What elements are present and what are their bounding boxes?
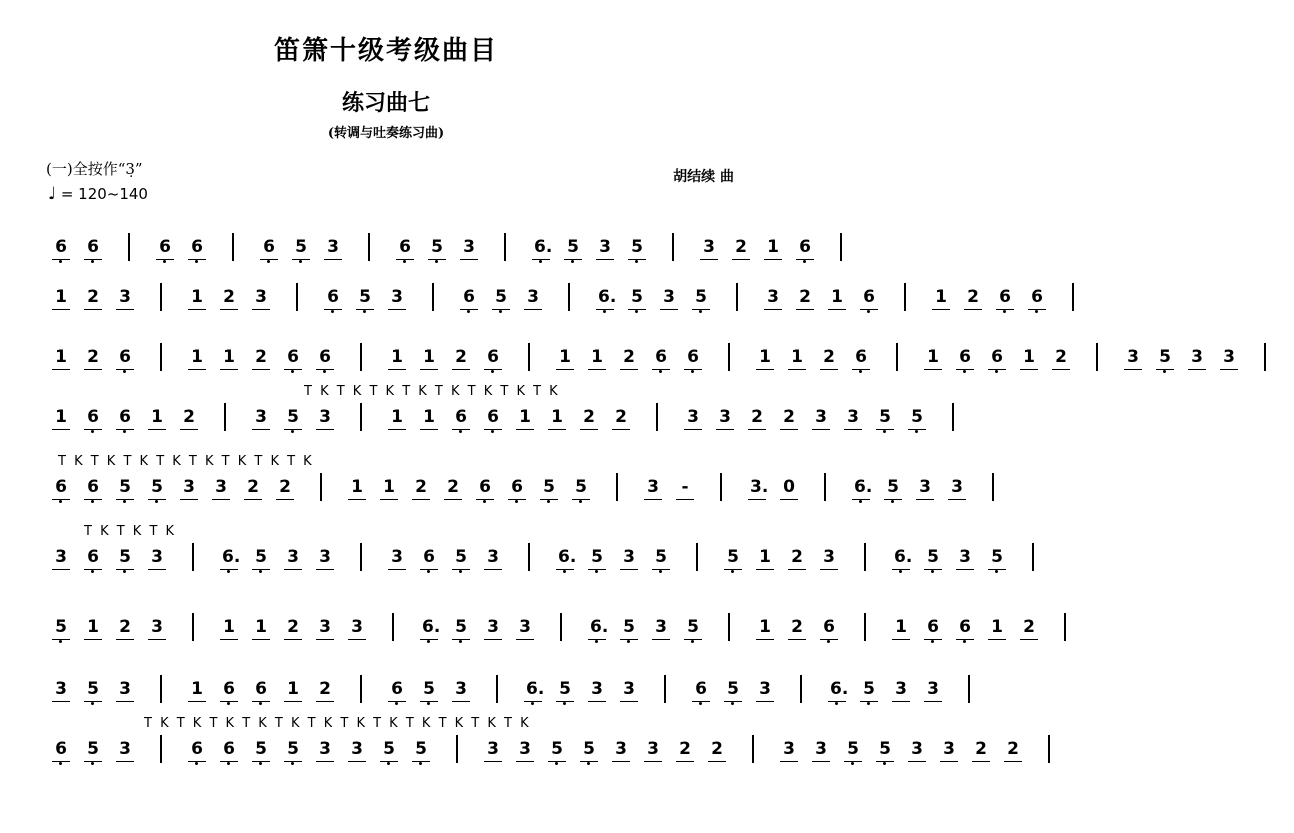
note: 6 [854, 347, 868, 367]
note: 3 [614, 739, 628, 759]
note: 5 [574, 477, 588, 497]
barline [824, 473, 826, 501]
note: 5 [494, 287, 508, 307]
barline [864, 613, 866, 641]
note: 6 [318, 347, 332, 367]
note: 6 [286, 347, 300, 367]
note: 3 [150, 617, 164, 637]
note: 5 [286, 407, 300, 427]
barline [968, 675, 970, 703]
composer-credit: 胡结续 曲 [673, 169, 734, 185]
note: 5 [86, 679, 100, 699]
note: 2 [782, 407, 796, 427]
note: 3 [822, 547, 836, 567]
note: 3 [350, 739, 364, 759]
note: 3 [718, 407, 732, 427]
note: 3 [254, 287, 268, 307]
barline [560, 613, 562, 641]
note: 2 [710, 739, 724, 759]
note: 5 [926, 547, 940, 567]
note: 2 [1006, 739, 1020, 759]
note-sequence [54, 674, 998, 704]
note: 5 [566, 237, 580, 257]
note: 5 [622, 617, 636, 637]
barline [160, 735, 162, 763]
barline [752, 735, 754, 763]
note: 2 [446, 477, 460, 497]
note: 2 [622, 347, 636, 367]
note: 6. [422, 617, 436, 637]
note: 5 [886, 477, 900, 497]
barline [360, 403, 362, 431]
note-sequence [54, 734, 1078, 764]
note: 3 [950, 477, 964, 497]
barline [360, 675, 362, 703]
tempo-marking [48, 184, 148, 204]
note: 3 [150, 547, 164, 567]
note: 2 [822, 347, 836, 367]
note: 6 [222, 739, 236, 759]
note: 5 [414, 739, 428, 759]
note: 6 [254, 679, 268, 699]
note: 6. [590, 617, 604, 637]
note: 5 [878, 407, 892, 427]
note: 6 [262, 237, 276, 257]
note: 6 [454, 407, 468, 427]
note: 5 [550, 739, 564, 759]
note: 6 [118, 407, 132, 427]
barline [656, 403, 658, 431]
note: 5 [910, 407, 924, 427]
note: 2 [582, 407, 596, 427]
note: 1 [254, 617, 268, 637]
note: 6 [694, 679, 708, 699]
note: 3 [286, 547, 300, 567]
note: 6 [686, 347, 700, 367]
note: 5 [878, 739, 892, 759]
note: 6 [190, 237, 204, 257]
note: 5 [118, 477, 132, 497]
note: 5 [286, 739, 300, 759]
note: 1 [86, 617, 100, 637]
note: 6. [526, 679, 540, 699]
note: 6 [54, 237, 68, 257]
barline [1032, 543, 1034, 571]
piece-title: 练习曲七 [341, 90, 430, 116]
note: 6 [478, 477, 492, 497]
note: 3 [454, 679, 468, 699]
note: 1 [934, 287, 948, 307]
note: 6 [486, 347, 500, 367]
note: 6 [998, 287, 1012, 307]
barline [864, 543, 866, 571]
tonguing-marks: T K T K T K [84, 524, 175, 539]
note: 6 [958, 617, 972, 637]
barline [504, 233, 506, 261]
barline [992, 473, 994, 501]
note: - [678, 477, 692, 497]
barline [1064, 613, 1066, 641]
note: 6 [222, 679, 236, 699]
note: 6 [1030, 287, 1044, 307]
note: 5 [694, 287, 708, 307]
note: 0 [782, 477, 796, 497]
note: 3 [814, 407, 828, 427]
note: 5 [1158, 347, 1172, 367]
note: 3 [486, 617, 500, 637]
barline [160, 675, 162, 703]
note: 2 [254, 347, 268, 367]
score-line [54, 218, 811, 268]
note: 5 [254, 547, 268, 567]
note: 3 [182, 477, 196, 497]
note: 1 [894, 617, 908, 637]
note: 1 [150, 407, 164, 427]
note: 3 [1190, 347, 1204, 367]
note: 3 [486, 739, 500, 759]
note: 5 [630, 287, 644, 307]
note: 2 [286, 617, 300, 637]
note: 1 [518, 407, 532, 427]
note: 2 [974, 739, 988, 759]
note: 2 [798, 287, 812, 307]
barline [320, 473, 322, 501]
note: 1 [190, 287, 204, 307]
note: 6 [326, 287, 340, 307]
note: 3 [958, 547, 972, 567]
barline [392, 613, 394, 641]
note: 3 [54, 679, 68, 699]
note: 2 [86, 287, 100, 307]
note: 5 [542, 477, 556, 497]
note: 1 [590, 347, 604, 367]
note: 1 [422, 347, 436, 367]
score-line [54, 716, 1019, 770]
note: 2 [1054, 347, 1068, 367]
note: 3. [750, 477, 764, 497]
note: 3 [598, 237, 612, 257]
note-sequence [54, 282, 1102, 312]
note: 6 [422, 547, 436, 567]
note: 2 [966, 287, 980, 307]
note: 6 [86, 407, 100, 427]
note: 1 [222, 617, 236, 637]
note: 3 [318, 547, 332, 567]
barline [528, 343, 530, 371]
note: 3 [1126, 347, 1140, 367]
note: 6 [958, 347, 972, 367]
note: 3 [702, 237, 716, 257]
barline [232, 233, 234, 261]
note: 3 [318, 739, 332, 759]
barline [672, 233, 674, 261]
note: 6 [862, 287, 876, 307]
barline [496, 675, 498, 703]
note: 6 [54, 739, 68, 759]
note: 5 [686, 617, 700, 637]
barline [720, 473, 722, 501]
note: 5 [358, 287, 372, 307]
note: 6 [822, 617, 836, 637]
note: 6 [990, 347, 1004, 367]
score-line [54, 598, 1035, 648]
barline [904, 283, 906, 311]
note: 1 [758, 547, 772, 567]
note: 5 [382, 739, 396, 759]
note-sequence [54, 232, 870, 262]
barline [568, 283, 570, 311]
note-sequence [54, 402, 982, 432]
note: 1 [54, 287, 68, 307]
barline [160, 283, 162, 311]
barline [528, 543, 530, 571]
barline [1048, 735, 1050, 763]
note: 5 [990, 547, 1004, 567]
note: 3 [486, 547, 500, 567]
barline [456, 735, 458, 763]
note: 3 [118, 287, 132, 307]
note: 6 [86, 547, 100, 567]
note: 5 [422, 679, 436, 699]
note: 1 [390, 407, 404, 427]
barline [192, 613, 194, 641]
note: 1 [790, 347, 804, 367]
note: 6 [654, 347, 668, 367]
note: 2 [790, 547, 804, 567]
score-line [54, 328, 1235, 378]
score-line [54, 454, 963, 508]
tonguing-marks: T K T K T K T K T K T K T K T K T K T K T K T K [144, 716, 529, 731]
note: 3 [766, 287, 780, 307]
note: 6. [830, 679, 844, 699]
score-line [54, 660, 939, 710]
note: 6. [558, 547, 572, 567]
note: 2 [246, 477, 260, 497]
note: 3 [118, 739, 132, 759]
note: 1 [382, 477, 396, 497]
tonguing-marks: T K T K T K T K T K T K T K T K [58, 454, 312, 469]
section-label: (一)全按作“3̣” [46, 160, 143, 178]
note: 3 [646, 477, 660, 497]
note: 5 [150, 477, 164, 497]
note: 3 [686, 407, 700, 427]
note: 5 [54, 617, 68, 637]
note: 5 [454, 617, 468, 637]
note: 6. [222, 547, 236, 567]
note: 5 [726, 547, 740, 567]
note: 3 [462, 237, 476, 257]
note: 3 [654, 617, 668, 637]
note: 5 [726, 679, 740, 699]
barline [840, 233, 842, 261]
note: 1 [1022, 347, 1036, 367]
note: 1 [286, 679, 300, 699]
barline [1264, 343, 1266, 371]
note: 3 [326, 237, 340, 257]
note: 5 [582, 739, 596, 759]
piece-note: (转调与吐奏练习曲) [327, 126, 445, 141]
note: 5 [118, 547, 132, 567]
note: 3 [894, 679, 908, 699]
barline [728, 343, 730, 371]
note: 6 [926, 617, 940, 637]
barline [1096, 343, 1098, 371]
note: 1 [422, 407, 436, 427]
note: 3 [214, 477, 228, 497]
note: 2 [118, 617, 132, 637]
note: 6 [390, 679, 404, 699]
score-line [54, 268, 1043, 318]
note: 5 [454, 547, 468, 567]
score-line [54, 384, 923, 438]
note: 3 [814, 739, 828, 759]
note: 1 [558, 347, 572, 367]
note: 6 [118, 347, 132, 367]
note: 1 [766, 237, 780, 257]
note: 2 [414, 477, 428, 497]
note: 2 [750, 407, 764, 427]
note: 3 [782, 739, 796, 759]
note: 1 [54, 347, 68, 367]
note: 6 [158, 237, 172, 257]
note: 3 [254, 407, 268, 427]
barline [800, 675, 802, 703]
note: 6. [534, 237, 548, 257]
note: 1 [350, 477, 364, 497]
barline [728, 613, 730, 641]
note: 3 [350, 617, 364, 637]
note: 3 [318, 617, 332, 637]
barline [128, 233, 130, 261]
note: 1 [830, 287, 844, 307]
note: 5 [630, 237, 644, 257]
note: 5 [558, 679, 572, 699]
note: 2 [454, 347, 468, 367]
note: 3 [646, 739, 660, 759]
note: 1 [758, 617, 772, 637]
note: 1 [926, 347, 940, 367]
barline [696, 543, 698, 571]
barline [952, 403, 954, 431]
note: 2 [678, 739, 692, 759]
note: 2 [278, 477, 292, 497]
score-title: 笛箫十级考级曲目 [273, 36, 498, 66]
quarter-note-icon: ♩ [48, 184, 57, 204]
note: 2 [318, 679, 332, 699]
note: 6 [462, 287, 476, 307]
note: 3 [54, 547, 68, 567]
note: 3 [918, 477, 932, 497]
note: 3 [390, 547, 404, 567]
barline [160, 343, 162, 371]
note: 3 [518, 617, 532, 637]
barline [368, 233, 370, 261]
note: 3 [846, 407, 860, 427]
note: 6 [86, 477, 100, 497]
score-line [54, 524, 1003, 578]
note: 2 [86, 347, 100, 367]
note: 1 [190, 347, 204, 367]
note: 5 [430, 237, 444, 257]
barline [432, 283, 434, 311]
note: 3 [318, 407, 332, 427]
note: 5 [862, 679, 876, 699]
note: 3 [662, 287, 676, 307]
note: 1 [758, 347, 772, 367]
note: 3 [118, 679, 132, 699]
note: 3 [942, 739, 956, 759]
barline [360, 543, 362, 571]
tonguing-marks: T K T K T K T K T K T K T K T K [304, 384, 558, 399]
note: 1 [190, 679, 204, 699]
note-sequence [54, 472, 1022, 502]
note: 3 [622, 679, 636, 699]
note: 1 [222, 347, 236, 367]
note: 3 [390, 287, 404, 307]
note: 2 [790, 617, 804, 637]
barline [296, 283, 298, 311]
note: 6. [598, 287, 612, 307]
barline [360, 343, 362, 371]
barline [224, 403, 226, 431]
barline [736, 283, 738, 311]
note: 3 [1222, 347, 1236, 367]
note: 5 [294, 237, 308, 257]
note: 5 [86, 739, 100, 759]
note: 3 [518, 739, 532, 759]
note: 1 [550, 407, 564, 427]
note: 5 [846, 739, 860, 759]
note: 3 [590, 679, 604, 699]
note: 5 [654, 547, 668, 567]
note: 1 [990, 617, 1004, 637]
barline [896, 343, 898, 371]
note: 3 [622, 547, 636, 567]
note: 2 [734, 237, 748, 257]
note: 6 [510, 477, 524, 497]
note: 3 [926, 679, 940, 699]
note: 6 [54, 477, 68, 497]
note: 1 [390, 347, 404, 367]
note: 2 [222, 287, 236, 307]
note-sequence [54, 542, 1062, 572]
note: 6 [190, 739, 204, 759]
note: 6. [894, 547, 908, 567]
note-sequence [54, 612, 1094, 642]
note: 5 [254, 739, 268, 759]
note: 5 [590, 547, 604, 567]
note: 2 [1022, 617, 1036, 637]
note: 6. [854, 477, 868, 497]
barline [192, 543, 194, 571]
note: 3 [910, 739, 924, 759]
note: 6 [486, 407, 500, 427]
note: 3 [758, 679, 772, 699]
barline [664, 675, 666, 703]
note: 6 [86, 237, 100, 257]
note-sequence [54, 342, 1294, 372]
barline [616, 473, 618, 501]
note: 1 [54, 407, 68, 427]
note: 3 [526, 287, 540, 307]
barline [1072, 283, 1074, 311]
tempo-value: = 120~140 [60, 185, 148, 203]
note: 2 [614, 407, 628, 427]
note: 2 [182, 407, 196, 427]
note: 6 [798, 237, 812, 257]
note: 6 [398, 237, 412, 257]
